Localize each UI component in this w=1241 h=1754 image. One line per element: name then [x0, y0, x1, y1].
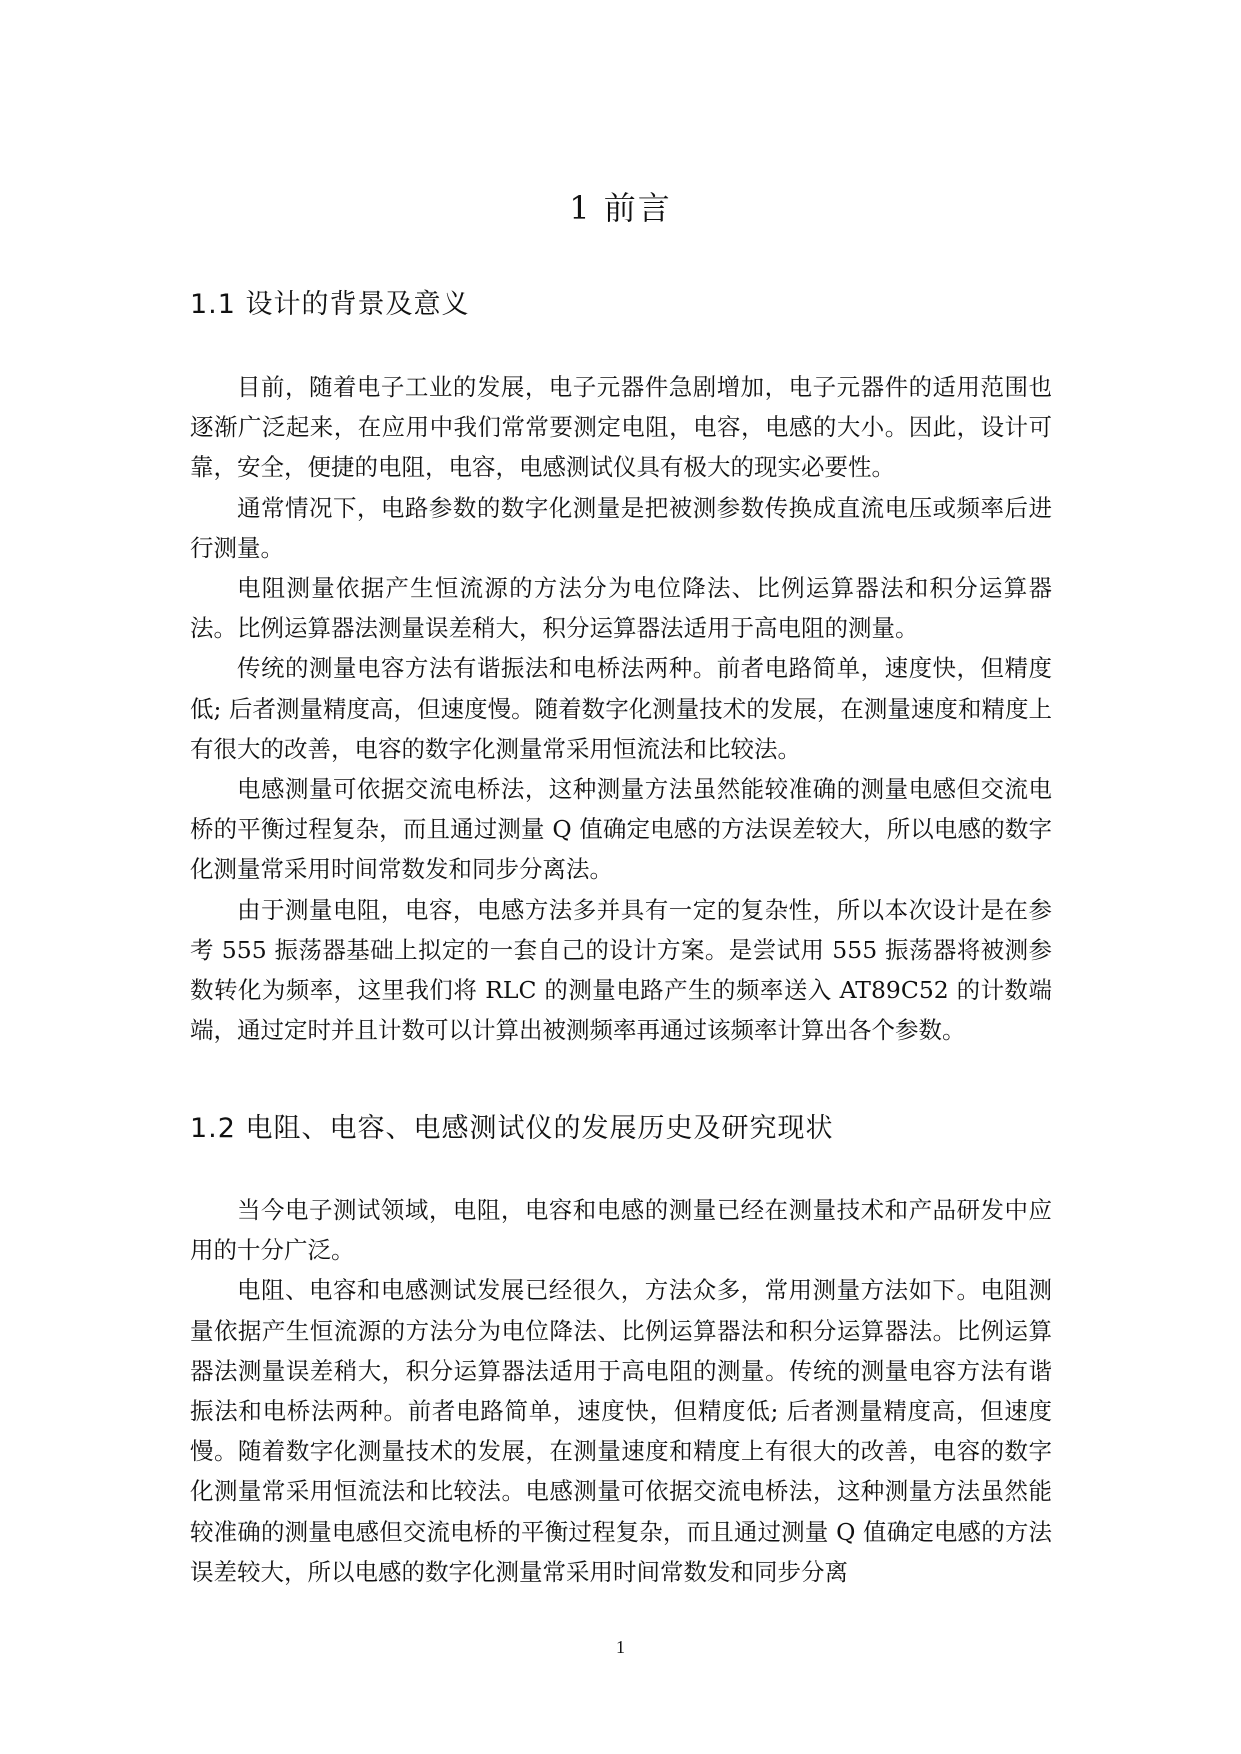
- paragraph: 当今电子测试领域，电阻，电容和电感的测量已经在测量技术和产品研发中应用的十分广泛。: [190, 1196, 1052, 1265]
- paragraph: 由于测量电阻，电容，电感方法多并具有一定的复杂性，所以本次设计是在参考 555 振荡器基础上拟定的一套自己的设计方案。是尝试用 555 振荡器将被测参数转化为频率，这里我们将 RLC 的测量电路产生的频率送入 AT89C52 的计数端端，通过定时并且计数可以计算出被测频率再通过该频率计算出各个参数。: [190, 895, 1052, 1045]
- paragraph: 传统的测量电容方法有谐振法和电桥法两种。前者电路简单，速度快，但精度低; 后者测量精度高，但速度慢。随着数字化测量技术的发展，在测量速度和精度上有很大的改善，电容的数字化测量常采用恒流法和比较法。: [190, 654, 1052, 763]
- section-heading-1-1: 1.1 设计的背景及意义: [190, 289, 470, 320]
- paragraph: 电阻测量依据产生恒流源的方法分为电位降法、比例运算器法和积分运算器法。比例运算器法测量误差稍大，积分运算器法适用于高电阻的测量。: [190, 574, 1052, 643]
- paragraph: 通常情况下，电路参数的数字化测量是把被测参数传换成直流电压或频率后进行测量。: [190, 493, 1052, 562]
- chapter-title: 1 前言: [569, 189, 672, 227]
- section-1-2-body: [190, 1190, 1052, 1592]
- paragraph: 目前，随着电子工业的发展，电子元器件急剧增加，电子元器件的适用范围也逐渐广泛起来，在应用中我们常常要测定电阻，电容，电感的大小。因此，设计可靠，安全，便捷的电阻，电容，电感测试仪具有极大的现实必要性。: [190, 373, 1052, 482]
- section-heading-1-2: 1.2 电阻、电容、电感测试仪的发展历史及研究现状: [190, 1113, 834, 1144]
- page-number: 1: [616, 1637, 625, 1657]
- section-1-1-body: [190, 367, 1052, 1050]
- paragraph: 电阻、电容和电感测试发展已经很久，方法众多，常用测量方法如下。电阻测量依据产生恒流源的方法分为电位降法、比例运算器法和积分运算器法。比例运算器法测量误差稍大，积分运算器法适用于高电阻的测量。传统的测量电容方法有谐振法和电桥法两种。前者电路简单，速度快，但精度低; 后者测量精度高，但速度慢。随着数字化测量技术的发展，在测量速度和精度上有很大的改善，电容的数字化测量常采用恒流法和比较法。电感测量可依据交流电桥法，这种测量方法虽然能较准确的测量电感但交流电桥的平衡过程复杂，而且通过测量 Q 值确定电感的方法误差较大，所以电感的数字化测量常采用时间常数发和同步分离: [190, 1276, 1052, 1586]
- paragraph: 电感测量可依据交流电桥法，这种测量方法虽然能较准确的测量电感但交流电桥的平衡过程复杂，而且通过测量 Q 值确定电感的方法误差较大，所以电感的数字化测量常采用时间常数发和同步分离法。: [190, 775, 1052, 884]
